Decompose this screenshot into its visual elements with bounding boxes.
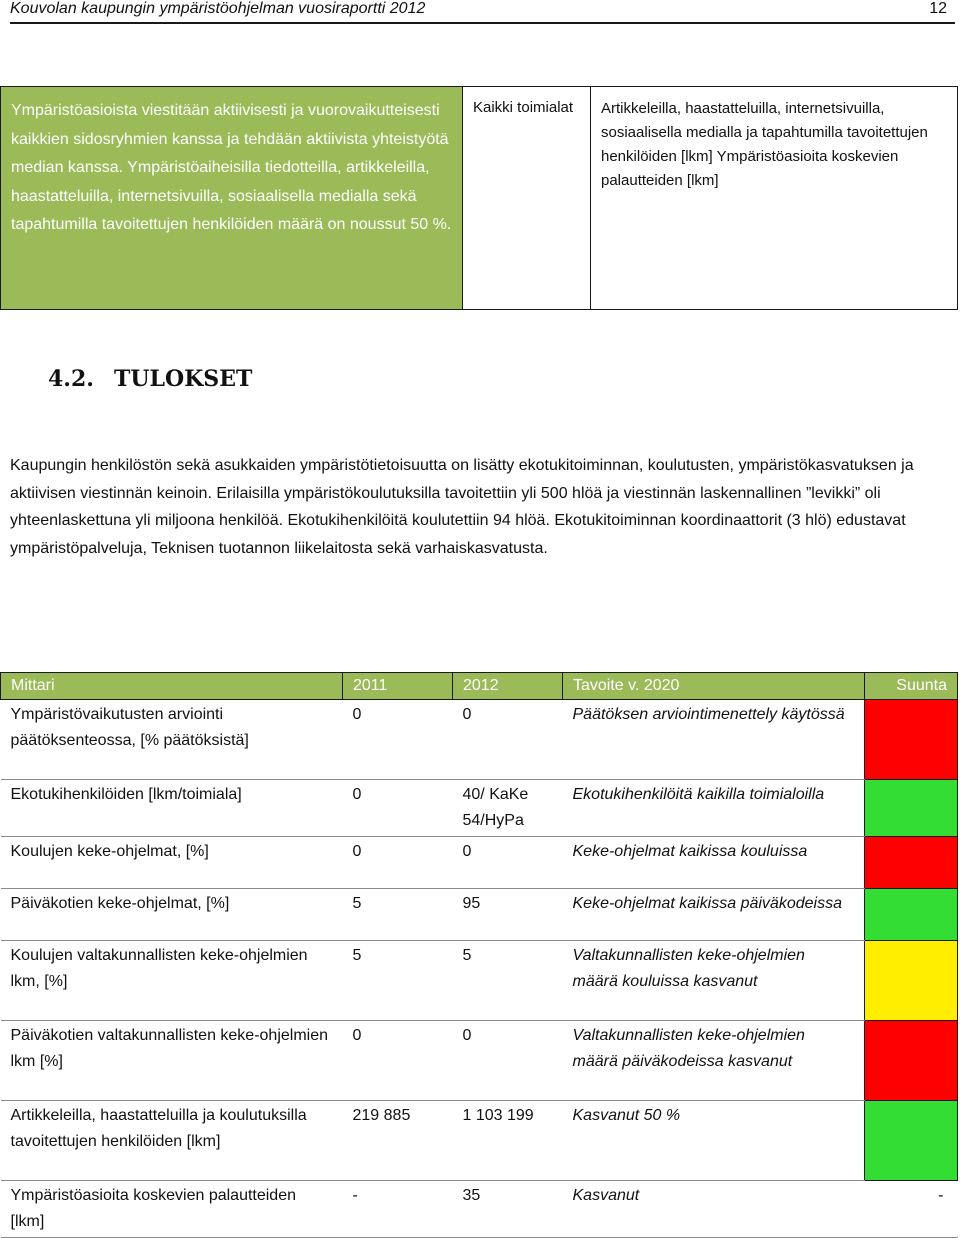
trend-indicator (865, 1101, 958, 1181)
section-number: 4.2. (48, 366, 94, 392)
value-2012-cell: 1 103 199 (453, 1101, 563, 1181)
section-heading (48, 366, 252, 392)
value-2011-cell: 0 (343, 837, 453, 889)
value-2012-cell: 35 (453, 1181, 563, 1238)
goal-table (0, 86, 958, 310)
table-header-row (1, 673, 958, 700)
measures-text: Artikkeleilla, haastatteluilla, internetsivuilla, sosiaalisella medialla ja tapahtumilla tavoitettujen henkilöiden [lkm] Ympäristöasioita koskevien palautteiden [lkm] (591, 87, 958, 310)
results-table (0, 672, 958, 1238)
trend-indicator (865, 1021, 958, 1101)
trend-indicator: - (865, 1181, 958, 1238)
target-cell: Kasvanut 50 % (563, 1101, 865, 1181)
header-2012: 2012 (453, 673, 563, 700)
header-2011: 2011 (343, 673, 453, 700)
table-row (1, 780, 958, 837)
value-2012-cell: 40/ KaKe 54/HyPa (453, 780, 563, 837)
metric-cell: Artikkeleilla, haastatteluilla ja koulutuksilla tavoitettujen henkilöiden [lkm] (1, 1101, 343, 1181)
target-cell: Valtakunnallisten keke-ohjelmien määrä päiväkodeissa kasvanut (563, 1021, 865, 1101)
results-paragraph: Kaupungin henkilöstön sekä asukkaiden ympäristötietoisuutta on lisätty ekotukitoiminnan, koulutusten, ympäristökasvatuksen ja aktiivisen viestinnän keinoin. Erilaisilla ympäristökoulutuksilla tavoitettiin yli 500 hlöä ja viestinnän laskennallinen ”levikki” oli yhteenlaskettuna yli miljoona henkilöä. Ekotukihenkilöitä koulutettiin 94 hlöä. Ekotukitoiminnan koordinaattorit (3 hlö) edustavat ympäristöpalveluja, Teknisen tuotannon liikelaitosta sekä varhaiskasvatusta. (10, 457, 914, 557)
target-cell: Päätöksen arviointimenettely käytössä (563, 700, 865, 780)
table-row (1, 1181, 958, 1238)
value-2011-cell: 0 (343, 780, 453, 837)
target-cell: Keke-ohjelmat kaikissa päiväkodeissa (563, 889, 865, 941)
trend-indicator (865, 700, 958, 780)
goal-text: Ympäristöasioista viestitään aktiivisesti ja vuorovaikutteisesti kaikkien sidosryhmien kanssa ja tehdään aktiivista yhteistyötä median kanssa. Ympäristöaiheisilla tiedotteilla, artikkeleilla, haastatteluilla, internetsivuilla, sosiaalisella medialla sekä tapahtumilla tavoitettujen henkilöiden määrä on noussut 50 %. (1, 87, 463, 310)
report-title: Kouvolan kaupungin ympäristöohjelman vuosiraportti 2012 (10, 0, 426, 17)
table-row (1, 837, 958, 889)
metric-cell: Koulujen keke-ohjelmat, [%] (1, 837, 343, 889)
page-number: 12 (929, 0, 947, 17)
target-cell: Kasvanut (563, 1181, 865, 1238)
target-cell: Valtakunnallisten keke-ohjelmien määrä kouluissa kasvanut (563, 941, 865, 1021)
metric-cell: Päiväkotien keke-ohjelmat, [%] (1, 889, 343, 941)
metric-cell: Ekotukihenkilöiden [lkm/toimiala] (1, 780, 343, 837)
table-row (1, 700, 958, 780)
header-target: Tavoite v. 2020 (563, 673, 865, 700)
scope-text: Kaikki toimialat (463, 87, 591, 310)
header-trend: Suunta (865, 673, 958, 700)
value-2012-cell: 0 (453, 700, 563, 780)
trend-indicator (865, 780, 958, 837)
section-title: TULOKSET (114, 366, 253, 392)
table-row (1, 941, 958, 1021)
page-header (10, 0, 955, 24)
value-2011-cell: 0 (343, 1021, 453, 1101)
value-2012-cell: 0 (453, 837, 563, 889)
value-2011-cell: 5 (343, 889, 453, 941)
metric-cell: Ympäristöasioita koskevien palautteiden [lkm] (1, 1181, 343, 1238)
metric-cell: Koulujen valtakunnallisten keke-ohjelmien lkm, [%] (1, 941, 343, 1021)
header-metric: Mittari (1, 673, 343, 700)
value-2012-cell: 0 (453, 1021, 563, 1101)
target-cell: Ekotukihenkilöitä kaikilla toimialoilla (563, 780, 865, 837)
target-cell: Keke-ohjelmat kaikissa kouluissa (563, 837, 865, 889)
value-2012-cell: 95 (453, 889, 563, 941)
trend-indicator (865, 837, 958, 889)
trend-indicator (865, 941, 958, 1021)
metric-cell: Ympäristövaikutusten arviointi päätöksenteossa, [% päätöksistä] (1, 700, 343, 780)
value-2011-cell: 219 885 (343, 1101, 453, 1181)
metric-cell: Päiväkotien valtakunnallisten keke-ohjelmien lkm [%] (1, 1021, 343, 1101)
table-row (1, 1101, 958, 1181)
value-2012-cell: 5 (453, 941, 563, 1021)
value-2011-cell: - (343, 1181, 453, 1238)
value-2011-cell: 5 (343, 941, 453, 1021)
trend-indicator (865, 889, 958, 941)
table-row (1, 1021, 958, 1101)
table-row (1, 889, 958, 941)
value-2011-cell: 0 (343, 700, 453, 780)
